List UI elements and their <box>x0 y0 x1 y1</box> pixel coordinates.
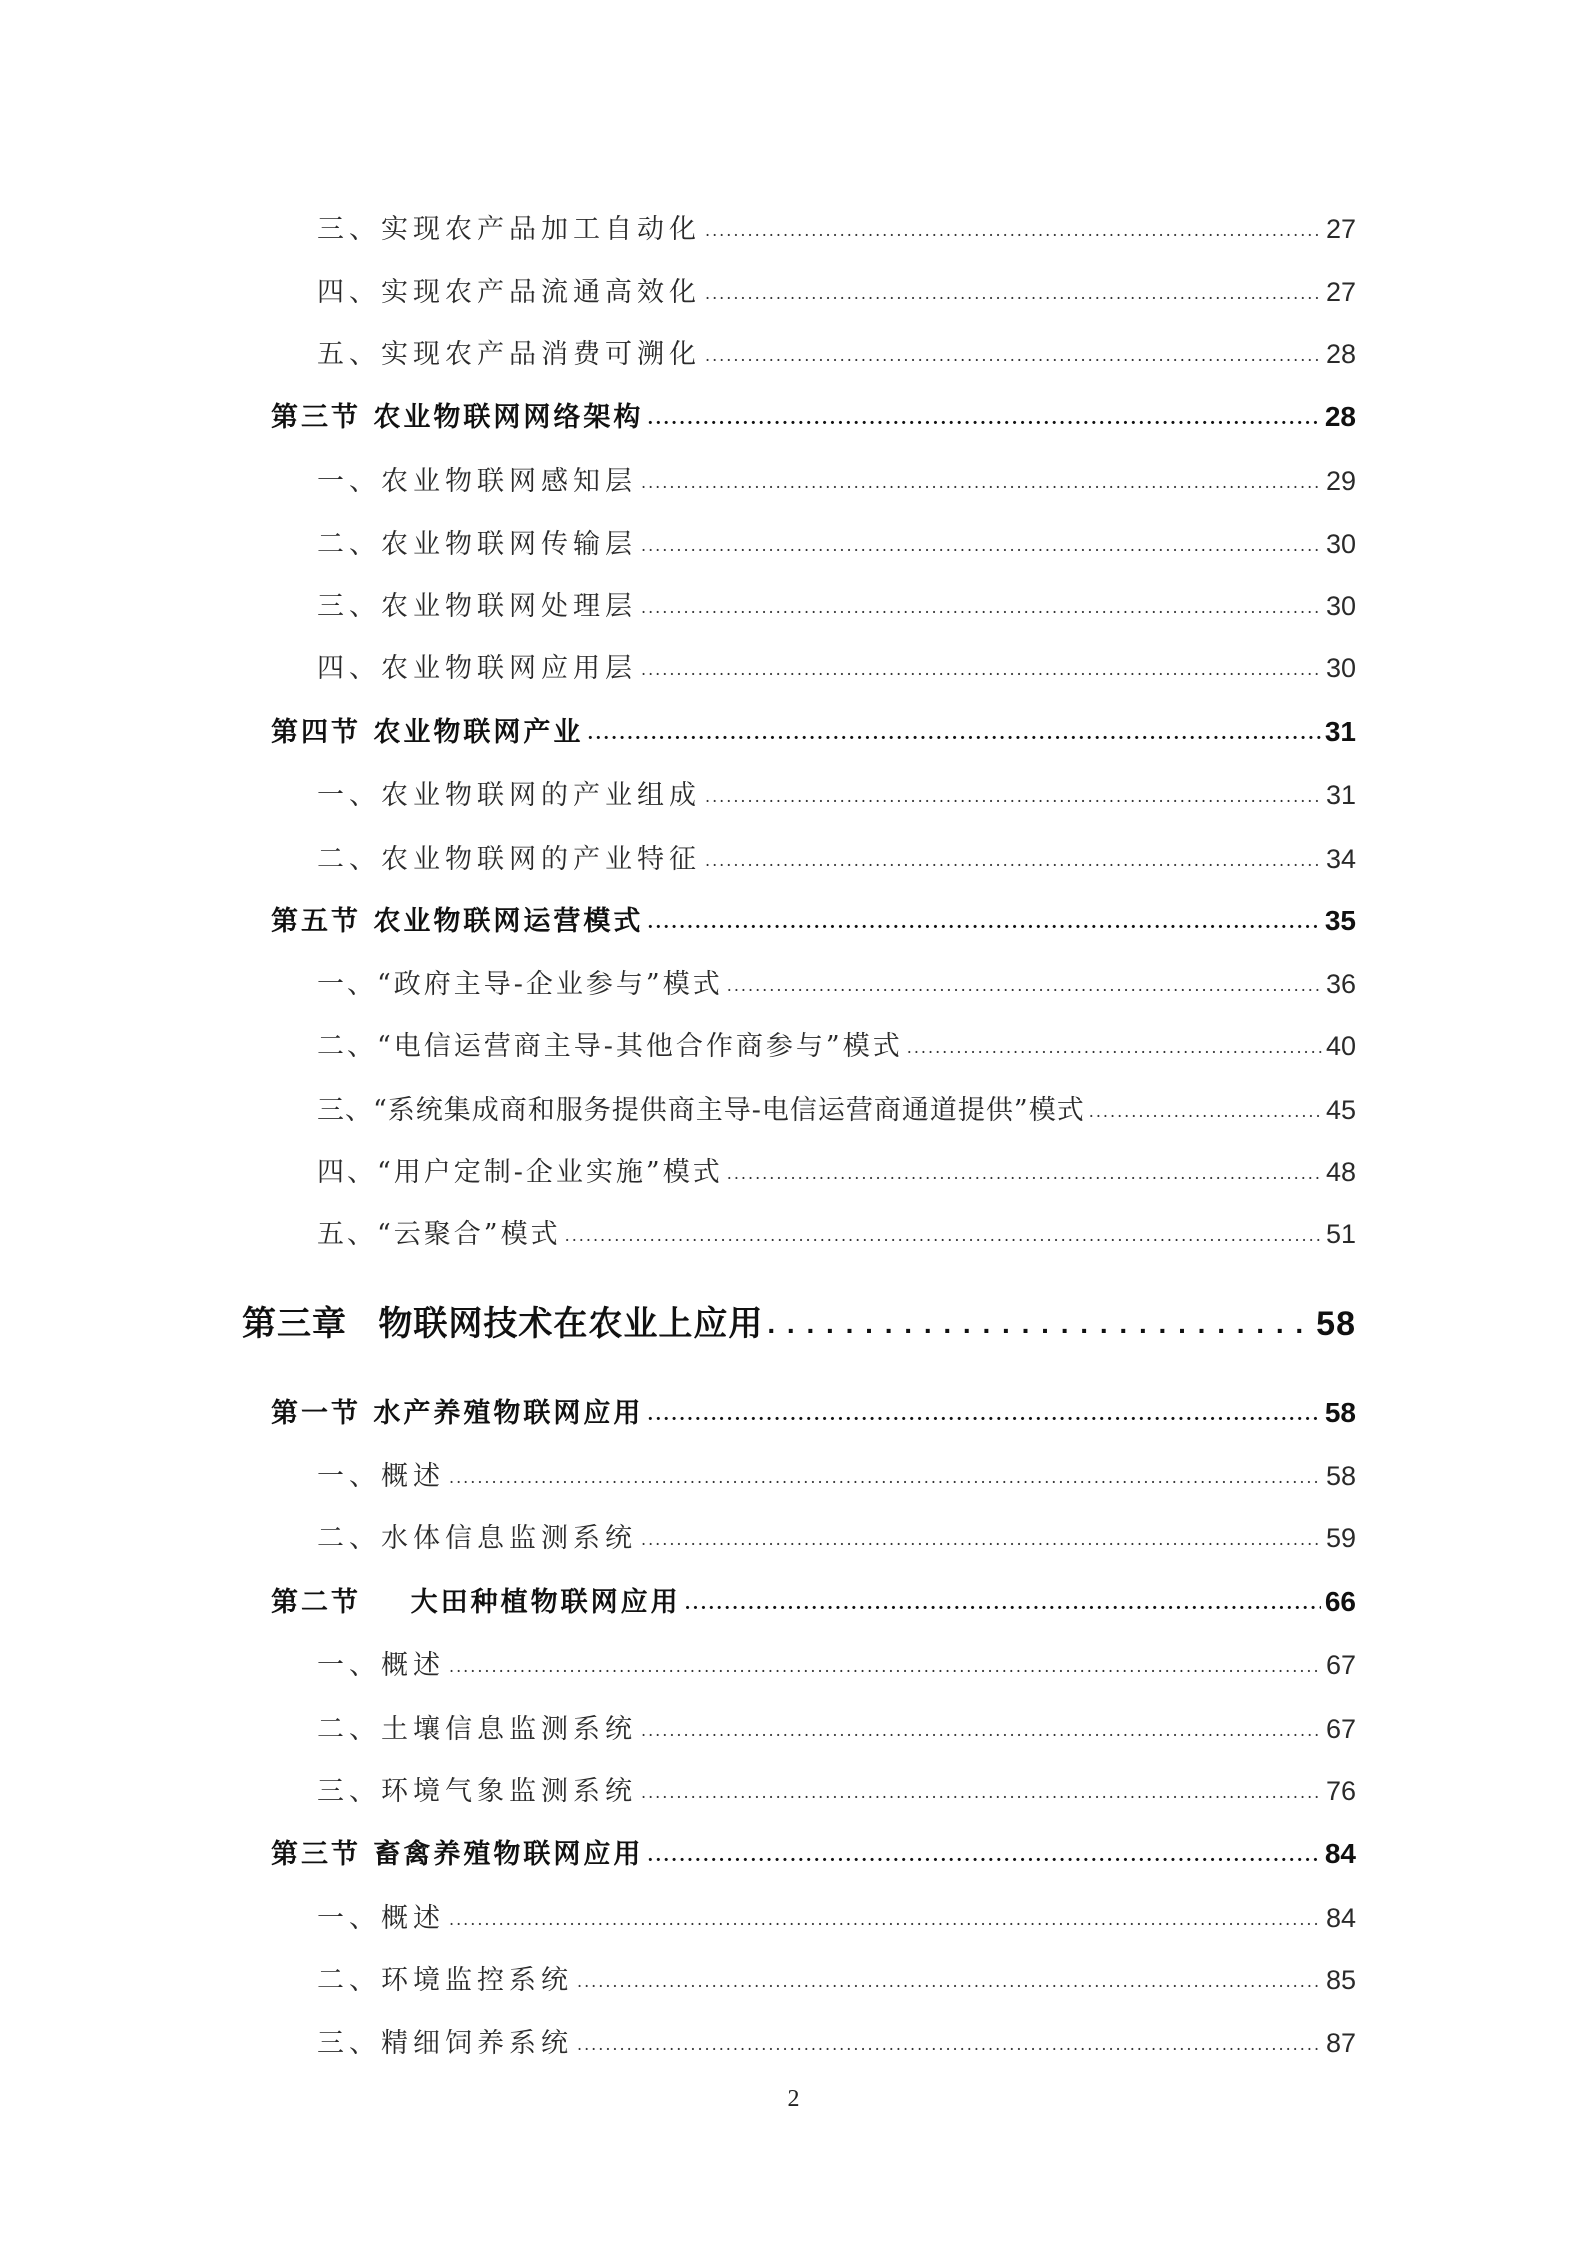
toc-entry-title: 二、土壤信息监测系统 <box>317 1714 637 1745</box>
dot-leader <box>647 409 1320 429</box>
dot-leader <box>577 2035 1322 2054</box>
toc-section-entry[interactable] <box>271 1580 1356 1619</box>
toc-entry-page: 30 <box>1325 529 1356 559</box>
toc-entry-page: 85 <box>1325 1965 1356 1995</box>
toc-entry-page: 40 <box>1325 1031 1356 1061</box>
toc-entry-title: 一、“政府主导-企业参与”模式 <box>317 969 723 1000</box>
toc-entry[interactable] <box>317 1454 1356 1493</box>
toc-entry-page: 58 <box>1324 1397 1356 1428</box>
toc-entry-title: 四、“用户定制-企业实施”模式 <box>317 1157 723 1188</box>
toc-entry[interactable] <box>317 1643 1356 1682</box>
toc-entry-page: 76 <box>1325 1776 1356 1806</box>
toc-entry[interactable] <box>317 1212 1356 1251</box>
dot-leader <box>705 851 1322 870</box>
toc-entry-page: 84 <box>1324 1838 1356 1869</box>
toc-entry[interactable] <box>317 1896 1356 1935</box>
toc-entry[interactable] <box>317 962 1356 1001</box>
toc-entry[interactable] <box>317 459 1356 498</box>
toc-entry[interactable] <box>317 1088 1356 1127</box>
toc-section-entry[interactable] <box>271 710 1356 749</box>
dot-leader <box>705 221 1322 240</box>
dot-leader <box>641 660 1322 679</box>
dot-leader <box>641 536 1322 555</box>
toc-entry-title: 五、实现农产品消费可溯化 <box>317 339 701 370</box>
toc-entry-page: 58 <box>1325 1461 1356 1491</box>
toc-chapter-title: 第三章 物联网技术在农业上应用 <box>242 1305 764 1343</box>
toc-entry-page: 51 <box>1325 1219 1356 1249</box>
toc-entry-page: 58 <box>1316 1305 1356 1343</box>
dot-leader <box>647 1846 1320 1866</box>
toc-entry[interactable] <box>317 1958 1356 1997</box>
toc-entry[interactable] <box>317 2021 1356 2060</box>
toc-entry[interactable] <box>317 1024 1356 1063</box>
toc-entry[interactable] <box>317 270 1356 309</box>
dot-leader <box>641 473 1322 492</box>
dot-leader <box>727 976 1322 995</box>
toc-entry-page: 31 <box>1324 716 1356 747</box>
toc-entry-page: 28 <box>1324 401 1356 432</box>
dot-leader <box>767 1308 1312 1340</box>
toc-entry-title: 三、农业物联网处理层 <box>317 591 637 622</box>
toc-entry-title: 四、实现农产品流通高效化 <box>317 277 701 308</box>
toc-entry-page: 30 <box>1325 653 1356 683</box>
toc-entry-title: 三、精细饲养系统 <box>317 2028 573 2059</box>
toc-entry[interactable] <box>317 332 1356 371</box>
toc-entry-title: 三、“系统集成商和服务提供商主导-电信运营商通道提供”模式 <box>317 1095 1085 1126</box>
dot-leader <box>685 1594 1321 1614</box>
dot-leader <box>705 787 1322 806</box>
toc-entry[interactable] <box>317 837 1356 876</box>
toc-entry[interactable] <box>317 584 1356 623</box>
toc-entry-title: 一、农业物联网的产业组成 <box>317 780 701 811</box>
toc-entry[interactable] <box>317 207 1356 246</box>
toc-entry-page: 35 <box>1324 905 1356 936</box>
toc-entry[interactable] <box>317 1516 1356 1555</box>
toc-section-entry[interactable] <box>271 899 1356 938</box>
toc-entry-page: 28 <box>1325 339 1356 369</box>
toc-section-title: 第三节 农业物联网网络架构 <box>271 402 644 433</box>
toc-entry-title: 二、水体信息监测系统 <box>317 1523 637 1554</box>
dot-leader <box>449 1468 1322 1487</box>
dot-leader <box>705 346 1322 365</box>
toc-entry-title: 三、环境气象监测系统 <box>317 1776 637 1807</box>
toc-entry-title: 一、概述 <box>317 1903 445 1934</box>
toc-entry[interactable] <box>317 1769 1356 1808</box>
dot-leader <box>641 1530 1322 1549</box>
toc-entry-page: 27 <box>1325 214 1356 244</box>
toc-section-entry[interactable] <box>271 1832 1356 1871</box>
toc-entry-title: 一、概述 <box>317 1461 445 1492</box>
toc-entry-page: 27 <box>1325 277 1356 307</box>
dot-leader <box>449 1657 1322 1676</box>
toc-entry-title: 四、农业物联网应用层 <box>317 653 637 684</box>
toc-entry-title: 五、“云聚合”模式 <box>317 1219 561 1250</box>
toc-entry-page: 48 <box>1325 1157 1356 1187</box>
toc-entry-page: 29 <box>1325 466 1356 496</box>
toc-entry-title: 一、农业物联网感知层 <box>317 466 637 497</box>
toc-entry-title: 二、农业物联网传输层 <box>317 529 637 560</box>
dot-leader <box>577 1972 1322 1991</box>
dot-leader <box>647 1405 1320 1425</box>
dot-leader <box>641 598 1322 617</box>
toc-section-title: 第二节 大田种植物联网应用 <box>271 1587 681 1618</box>
toc-entry[interactable] <box>317 773 1356 812</box>
dot-leader <box>641 1783 1322 1802</box>
dot-leader <box>727 1164 1322 1183</box>
toc-entry[interactable] <box>317 1707 1356 1746</box>
dot-leader <box>587 724 1320 744</box>
toc-entry-page: 45 <box>1325 1095 1356 1125</box>
dot-leader <box>565 1226 1322 1245</box>
toc-entry-page: 59 <box>1325 1523 1356 1553</box>
toc-entry[interactable] <box>317 646 1356 685</box>
toc-entry-page: 87 <box>1325 2028 1356 2058</box>
toc-entry-title: 二、农业物联网的产业特征 <box>317 844 701 875</box>
dot-leader <box>647 913 1320 933</box>
toc-section-title: 第五节 农业物联网运营模式 <box>271 906 644 937</box>
toc-entry-title: 一、概述 <box>317 1650 445 1681</box>
dot-leader <box>449 1910 1322 1929</box>
toc-section-title: 第一节 水产养殖物联网应用 <box>271 1398 644 1429</box>
toc-section-title: 第三节 畜禽养殖物联网应用 <box>271 1839 644 1870</box>
toc-entry-page: 67 <box>1325 1650 1356 1680</box>
toc-entry-page: 66 <box>1324 1586 1356 1617</box>
toc-entry-page: 84 <box>1325 1903 1356 1933</box>
toc-entry-page: 31 <box>1325 780 1356 810</box>
dot-leader <box>907 1038 1322 1057</box>
toc-entry-page: 67 <box>1325 1714 1356 1744</box>
page-number: 2 <box>787 2086 800 2112</box>
toc-section-title: 第四节 农业物联网产业 <box>271 717 584 748</box>
toc-entry[interactable] <box>317 522 1356 561</box>
toc-entry[interactable] <box>317 1150 1356 1189</box>
toc-entry-page: 34 <box>1325 844 1356 874</box>
toc-entry-page: 30 <box>1325 591 1356 621</box>
dot-leader <box>641 1721 1322 1740</box>
toc-section-entry[interactable] <box>271 395 1356 434</box>
dot-leader <box>705 284 1322 303</box>
dot-leader <box>1089 1102 1322 1121</box>
toc-entry-page: 36 <box>1325 969 1356 999</box>
toc-entry-title: 二、环境监控系统 <box>317 1965 573 1996</box>
toc-entry-title: 二、“电信运营商主导-其他合作商参与”模式 <box>317 1031 903 1062</box>
toc-section-entry[interactable] <box>271 1391 1356 1430</box>
toc-entry-title: 三、实现农产品加工自动化 <box>317 214 701 245</box>
toc-chapter-entry[interactable] <box>242 1296 1356 1345</box>
